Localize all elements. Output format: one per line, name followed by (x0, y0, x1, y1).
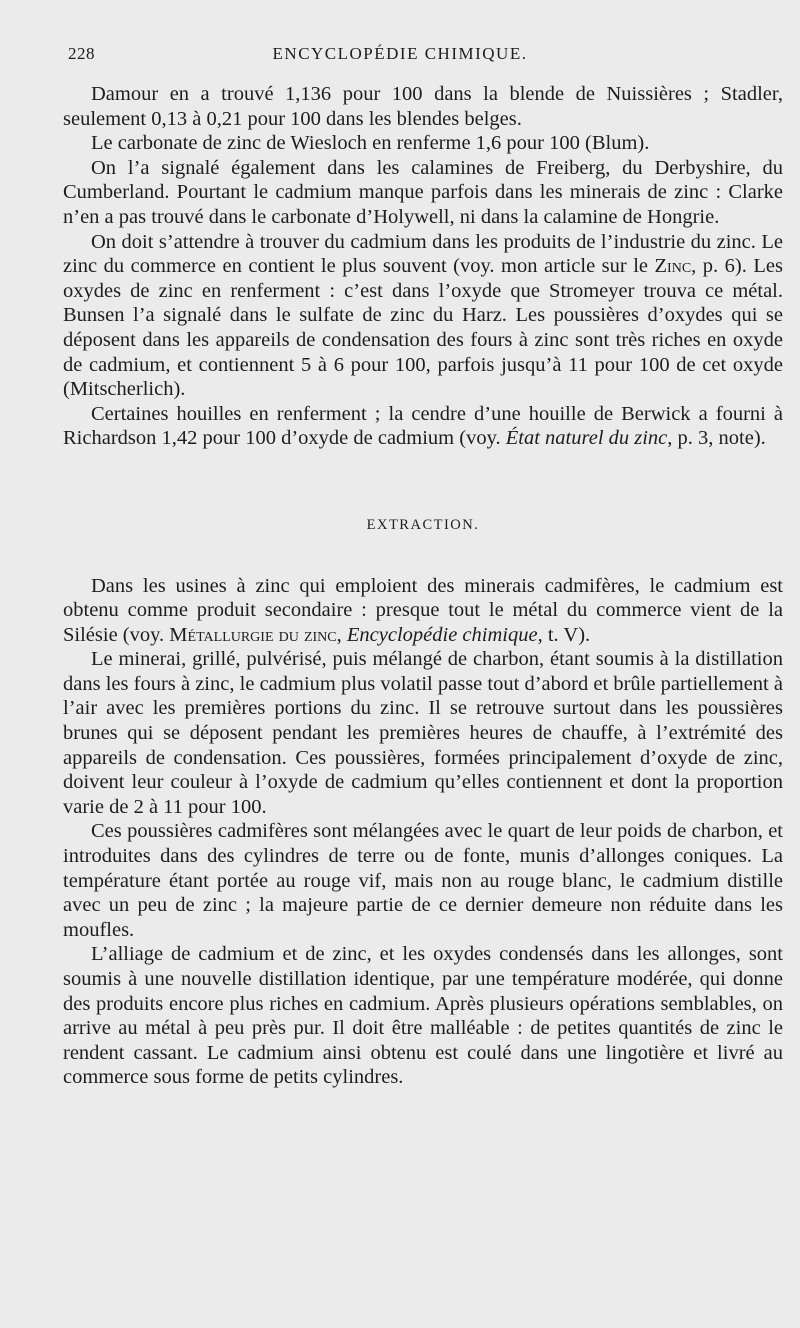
running-title: ENCYCLOPÉDIE CHIMIQUE. (272, 44, 528, 63)
paragraph-text: , p. 3, note). (667, 427, 766, 450)
small-caps-reference: Zinc (654, 255, 692, 278)
paragraph: L’alliage de cadmium et de zinc, et les oxydes condensés dans les allonges, sont soumis à une nouvelle distillation identique, par une température modérée, qui donne des produits encore plus riches en cadmium. Après plusieurs opérations semblables, on arrive au métal à peu près pur. Il doit être malléable : de petites quantités de zinc le rendent cassant. Le cadmium ainsi obtenu est coulé dans une lingotière et livré au commerce sous forme de petits cylindres. (63, 943, 783, 1089)
section-heading: EXTRACTION. (366, 516, 480, 533)
paragraph-text: , t. V). (537, 623, 591, 646)
paragraph (63, 574, 783, 648)
page-number: 228 (68, 44, 95, 63)
paragraph: Le minerai, grillé, pulvérisé, puis mélangé de charbon, étant soumis à la distillation dans les fours à zinc, le cadmium plus volatil passe tout d’abord et brûle partiellement à l’air avec les premières portions du zinc. Il se retrouve surtout dans les poussières brunes qui se déposent pendant les premières heures de chauffe, à l’extrémité des appareils de condensation. Ces poussières, formées principalement d’oxyde de zinc, doivent leur couleur à l’oxyde de cadmium qu’elles contiennent et dont la proportion varie de 2 à 11 pour 100. (63, 648, 783, 818)
italic-reference: Encyclopédie chimique (346, 623, 538, 646)
body-text (63, 82, 783, 1090)
paragraph-text: , (336, 623, 347, 646)
paragraph: Damour en a trouvé 1,136 pour 100 dans la blende de Nuissières ; Stadler, seulement 0,13 à 0,21 pour 100 dans les blendes belges. (63, 83, 783, 130)
paragraph-text: Certaines houilles en renferment ; la cendre d’une houille de Berwick a fourni à Richardson 1,42 pour 100 d’oxyde de cadmium (voy. (63, 402, 783, 450)
paragraph (63, 230, 783, 402)
paragraph (63, 402, 783, 451)
italic-reference: État naturel du zinc (505, 427, 668, 450)
paragraph: Le carbonate de zinc de Wiesloch en renferme 1,6 pour 100 (Blum). (91, 132, 650, 155)
paragraph-text: On doit s’attendre à trouver du cadmium dans les produits de l’industrie du zinc. Le zinc du commerce en contient le plus souvent (voy. mon article sur le (63, 230, 783, 278)
paragraph-text: Dans les usines à zinc qui emploient des minerais cadmifères, le cadmium est obtenu comme produit secondaire : presque tout le métal du commerce vient de la Silésie (voy. (63, 574, 783, 646)
paragraph: Ces poussières cadmifères sont mélangées avec le quart de leur poids de charbon, et introduites dans des cylindres de terre ou de fonte, munis d’allonges coniques. La température étant portée au rouge vif, mais non au rouge blanc, le cadmium distille avec un peu de zinc ; la majeure partie de ce dernier demeure non réduite dans les moufles. (63, 820, 783, 941)
paragraph-text: , p. 6). Les oxydes de zinc en renferment : c’est dans l’oxyde que Stromeyer trouva ce métal. Bunsen l’a signalé dans le sulfate de zinc du Harz. Les poussières d’oxydes qui se déposent dans les appareils de condensation des fours à zinc sont très riches en oxyde de cadmium, et contiennent 5 à 6 pour 100, parfois jusqu’à 11 pour 100 de cet oxyde (Mitscherlich). (63, 255, 783, 401)
paragraph: On l’a signalé également dans les calamines de Freiberg, du Derbyshire, du Cumberland. Pourtant le cadmium manque parfois dans les minerais de zinc : Clarke n’en a pas trouvé dans le carbonate d’Holywell, ni dans la calamine de Hongrie. (63, 156, 783, 228)
small-caps-reference: Métallurgie du zinc (169, 623, 337, 646)
page-header (64, 44, 736, 70)
